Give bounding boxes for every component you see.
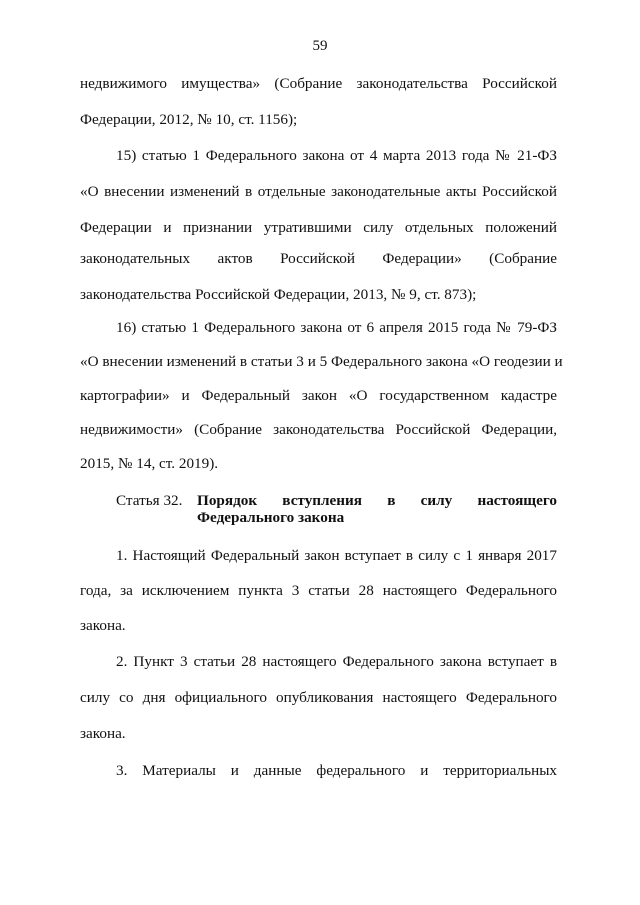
page-number: 59 <box>312 38 328 54</box>
article-paragraph-2-line: силу со дня официального опубликования настоящего Федерального <box>80 689 557 706</box>
list-item-16-line: «О внесении изменений в статьи 3 и 5 Федерального закона «О геодезии и <box>80 353 563 370</box>
article-title-line: Порядок вступления в силу настоящего <box>197 492 557 509</box>
list-item-15-line: законодательных актов Российской Федерации» (Собрание <box>80 250 557 267</box>
article-paragraph-2-line: закона. <box>80 725 126 742</box>
article-paragraph-1-line: года, за исключением пункта 3 статьи 28 настоящего Федерального <box>80 582 557 599</box>
list-item-15-line: «О внесении изменений в отдельные законодательные акты Российской <box>80 183 557 200</box>
list-item-16-line: 16) статью 1 Федерального закона от 6 апреля 2015 года № 79-ФЗ <box>116 319 557 336</box>
list-item-15-line: Федерации и признании утратившими силу отдельных положений <box>80 219 557 236</box>
article-label: Статья 32. <box>116 492 183 509</box>
list-item-16-line: картографии» и Федеральный закон «О государственном кадастре <box>80 387 557 404</box>
list-item-15-line: 15) статью 1 Федерального закона от 4 марта 2013 года № 21-ФЗ <box>116 147 557 164</box>
article-paragraph-1-line: 1. Настоящий Федеральный закон вступает в силу с 1 января 2017 <box>116 547 557 564</box>
list-item-16-line: 2015, № 14, ст. 2019). <box>80 455 219 472</box>
paragraph-line: недвижимого имущества» (Собрание законодательства Российской <box>80 75 557 92</box>
list-item-15-line: законодательства Российской Федерации, 2013, № 9, ст. 873); <box>80 286 477 303</box>
paragraph-line: Федерации, 2012, № 10, ст. 1156); <box>80 111 298 128</box>
article-paragraph-3-line: 3. Материалы и данные федерального и территориальных <box>116 762 557 779</box>
list-item-16-line: недвижимости» (Собрание законодательства Российской Федерации, <box>80 421 557 438</box>
article-paragraph-2-line: 2. Пункт 3 статьи 28 настоящего Федерального закона вступает в <box>116 653 557 670</box>
article-title-line: Федерального закона <box>197 509 345 526</box>
article-paragraph-1-line: закона. <box>80 617 126 634</box>
